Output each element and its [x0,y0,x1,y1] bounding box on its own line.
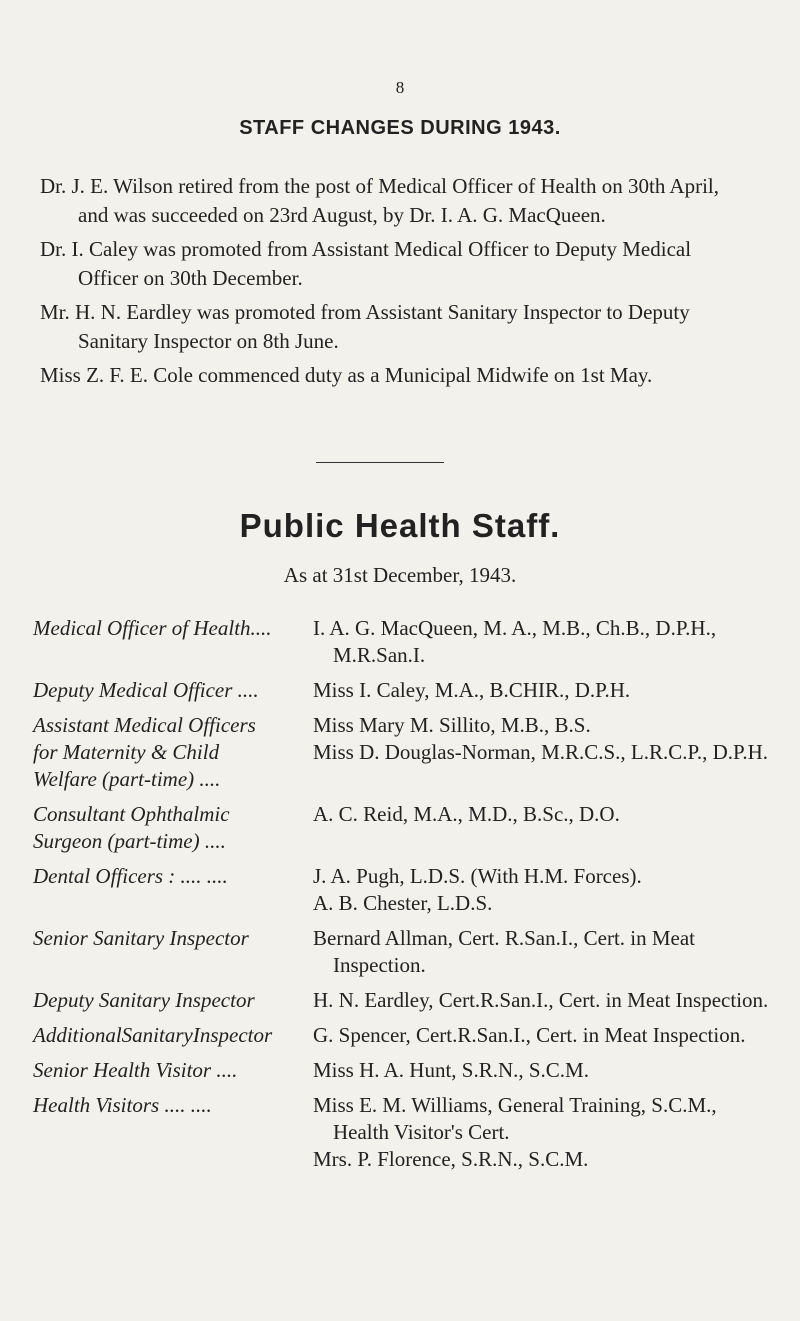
staff-name: Miss H. A. Hunt, S.R.N., S.C.M. [313,1058,589,1082]
staff-names [313,712,773,793]
staff-name: A. C. Reid, M.A., M.D., B.Sc., D.O. [313,802,620,826]
staff-name: Miss I. Caley, M.A., B.CHIR., D.P.H. [313,678,631,702]
staff-role: Consultant Ophthalmic Surgeon (part-time) .... [33,802,230,853]
staff-row [33,712,773,793]
staff-row [33,1022,773,1049]
staff-names [313,1092,773,1173]
staff-name: Mrs. P. Florence, S.R.N., S.C.M. [313,1147,589,1171]
section-divider [316,462,444,463]
staff-name: A. B. Chester, L.D.S. [313,891,493,915]
staff-row [33,615,773,669]
staff-role: Senior Sanitary Inspector [33,926,249,950]
as-at-date: As at 31st December, 1943. [283,563,517,587]
staff-name: Miss D. Douglas-Norman, M.R.C.S., L.R.C.P., D.P.H. [313,740,769,764]
staff-role: AdditionalSanitaryInspector [33,1023,273,1047]
staff-row [33,801,773,855]
staff-role: Senior Health Visitor .... [33,1058,238,1082]
staff-row [33,1092,773,1173]
change-paragraph: Mr. H. N. Eardley was promoted from Assistant Sanitary Inspector to Deputy Sanitary Inspector on 8th June. [40,300,690,353]
staff-name: J. A. Pugh, L.D.S. (With H.M. Forces). [313,864,642,888]
staff-names [313,615,773,669]
staff-name: Miss Mary M. Sillito, M.B., B.S. [313,713,591,737]
staff-row [33,1057,773,1084]
staff-role: Deputy Medical Officer .... [33,678,259,702]
staff-names [313,1057,773,1084]
staff-changes-heading: STAFF CHANGES DURING 1943. [239,117,561,139]
staff-role: Health Visitors .... .... [33,1093,212,1117]
staff-role: Assistant Medical Officers for Maternity & Child Welfare (part-time) .... [33,713,256,791]
staff-names [313,925,773,979]
staff-names [313,677,773,704]
staff-names [313,863,773,917]
change-paragraph: Dr. J. E. Wilson retired from the post of Medical Officer of Health on 30th April, and was succeeded on 23rd August, by Dr. I. A. G. MacQueen. [40,174,719,227]
staff-name: Miss E. M. Williams, General Training, S.C.M., Health Visitor's Cert. [313,1093,717,1144]
page-number: 8 [395,78,405,97]
staff-changes-section [40,172,740,395]
staff-names [313,801,773,855]
staff-name: Bernard Allman, Cert. R.San.I., Cert. in Meat Inspection. [313,926,696,977]
staff-role: Dental Officers : .... .... [33,864,228,888]
staff-row [33,987,773,1014]
staff-list [33,615,773,1181]
public-health-staff-heading: Public Health Staff. [239,507,561,544]
staff-role: Medical Officer of Health.... [33,616,272,640]
staff-row [33,925,773,979]
staff-name: G. Spencer, Cert.R.San.I., Cert. in Meat Inspection. [313,1023,746,1047]
staff-row [33,677,773,704]
change-paragraph: Miss Z. F. E. Cole commenced duty as a Municipal Midwife on 1st May. [40,363,653,387]
staff-name: I. A. G. MacQueen, M. A., M.B., Ch.B., D.P.H., M.R.San.I. [313,616,717,667]
staff-name: H. N. Eardley, Cert.R.San.I., Cert. in Meat Inspection. [313,988,769,1012]
staff-role: Deputy Sanitary Inspector [33,988,255,1012]
staff-names [313,987,773,1014]
staff-names [313,1022,773,1049]
staff-row [33,863,773,917]
change-paragraph: Dr. I. Caley was promoted from Assistant Medical Officer to Deputy Medical Officer on 30th December. [40,237,692,290]
